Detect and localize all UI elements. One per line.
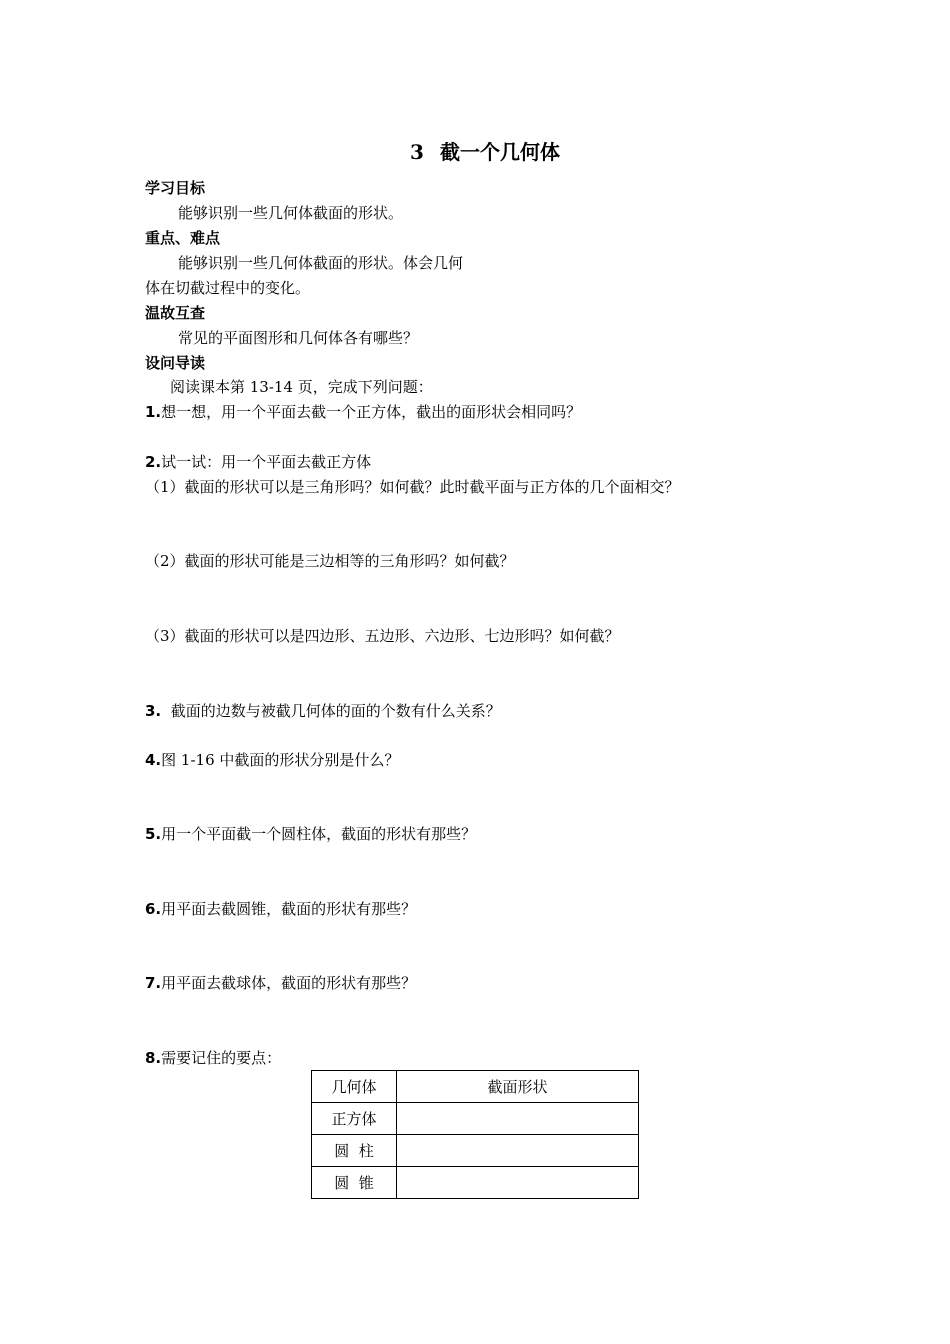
review-heading: 温故互查: [145, 304, 206, 322]
question-number: 7.: [145, 974, 162, 992]
question-number: 6.: [145, 900, 162, 918]
table-row: [312, 1103, 639, 1135]
question-text: 截面的边数与被截几何体的面的个数有什么关系？: [170, 702, 501, 720]
question-8: [145, 1048, 281, 1068]
question-2-3: （3）截面的形状可以是四边形、五边形、六边形、七边形吗？如何截？: [145, 627, 620, 645]
question-3: [145, 701, 501, 721]
key-points-line1: 能够识别一些几何体截面的形状。体会几何: [178, 254, 464, 272]
question-7: [145, 973, 416, 993]
key-points-heading: 重点、难点: [145, 229, 221, 247]
key-points-line2: 体在切截过程中的变化。: [145, 279, 311, 297]
review-text: 常见的平面图形和几何体各有哪些？: [178, 329, 419, 347]
table-cell-blank: [397, 1135, 639, 1167]
objectives-text: 能够识别一些几何体截面的形状。: [178, 204, 404, 222]
question-text: 用一个平面截一个圆柱体，截面的形状有那些？: [161, 825, 477, 843]
table-header-row: [312, 1071, 639, 1103]
table-cell: 圆 柱: [312, 1135, 397, 1167]
question-2-1: （1）截面的形状可以是三角形吗？如何截？此时截平面与正方体的几个面相交？: [145, 478, 680, 496]
question-text: 用平面去截球体，截面的形状有那些？: [161, 974, 417, 992]
question-number: 2.: [145, 453, 162, 471]
question-number: 5.: [145, 825, 162, 843]
question-1: [145, 402, 581, 422]
question-text: 试一试：用一个平面去截正方体: [161, 453, 372, 471]
table-header-cell: 截面形状: [397, 1071, 639, 1103]
objectives-heading: 学习目标: [145, 179, 206, 197]
title-number: 3: [410, 140, 424, 164]
question-number: 3.: [145, 702, 162, 720]
question-4: [145, 750, 399, 770]
question-2-2: （2）截面的形状可能是三边相等的三角形吗？如何截？: [145, 552, 515, 570]
title-text: 截一个几何体: [439, 140, 560, 164]
question-number: 8.: [145, 1049, 162, 1067]
question-5: [145, 824, 476, 844]
question-number: 1.: [145, 403, 162, 421]
table-cell: 正方体: [312, 1103, 397, 1135]
guided-heading: 设问导读: [145, 354, 206, 372]
table-row: [312, 1167, 639, 1199]
question-text: 想一想，用一个平面去截一个正方体，截出的面形状会相同吗？: [161, 403, 582, 421]
question-6: [145, 899, 416, 919]
table-cell-blank: [397, 1103, 639, 1135]
table-cell-blank: [397, 1167, 639, 1199]
guided-intro: 阅读课本第 13-14 页，完成下列问题：: [170, 378, 433, 396]
question-text: 用平面去截圆锥，截面的形状有那些？: [161, 900, 417, 918]
table-cell: 圆 锥: [312, 1167, 397, 1199]
table-header-cell: 几何体: [312, 1071, 397, 1103]
page-title: [0, 139, 950, 165]
table-row: [312, 1135, 639, 1167]
question-text: 需要记住的要点：: [161, 1049, 282, 1067]
summary-table: [311, 1070, 639, 1199]
question-text: 图 1-16 中截面的形状分别是什么？: [161, 751, 400, 769]
question-2: [145, 452, 371, 472]
question-number: 4.: [145, 751, 162, 769]
